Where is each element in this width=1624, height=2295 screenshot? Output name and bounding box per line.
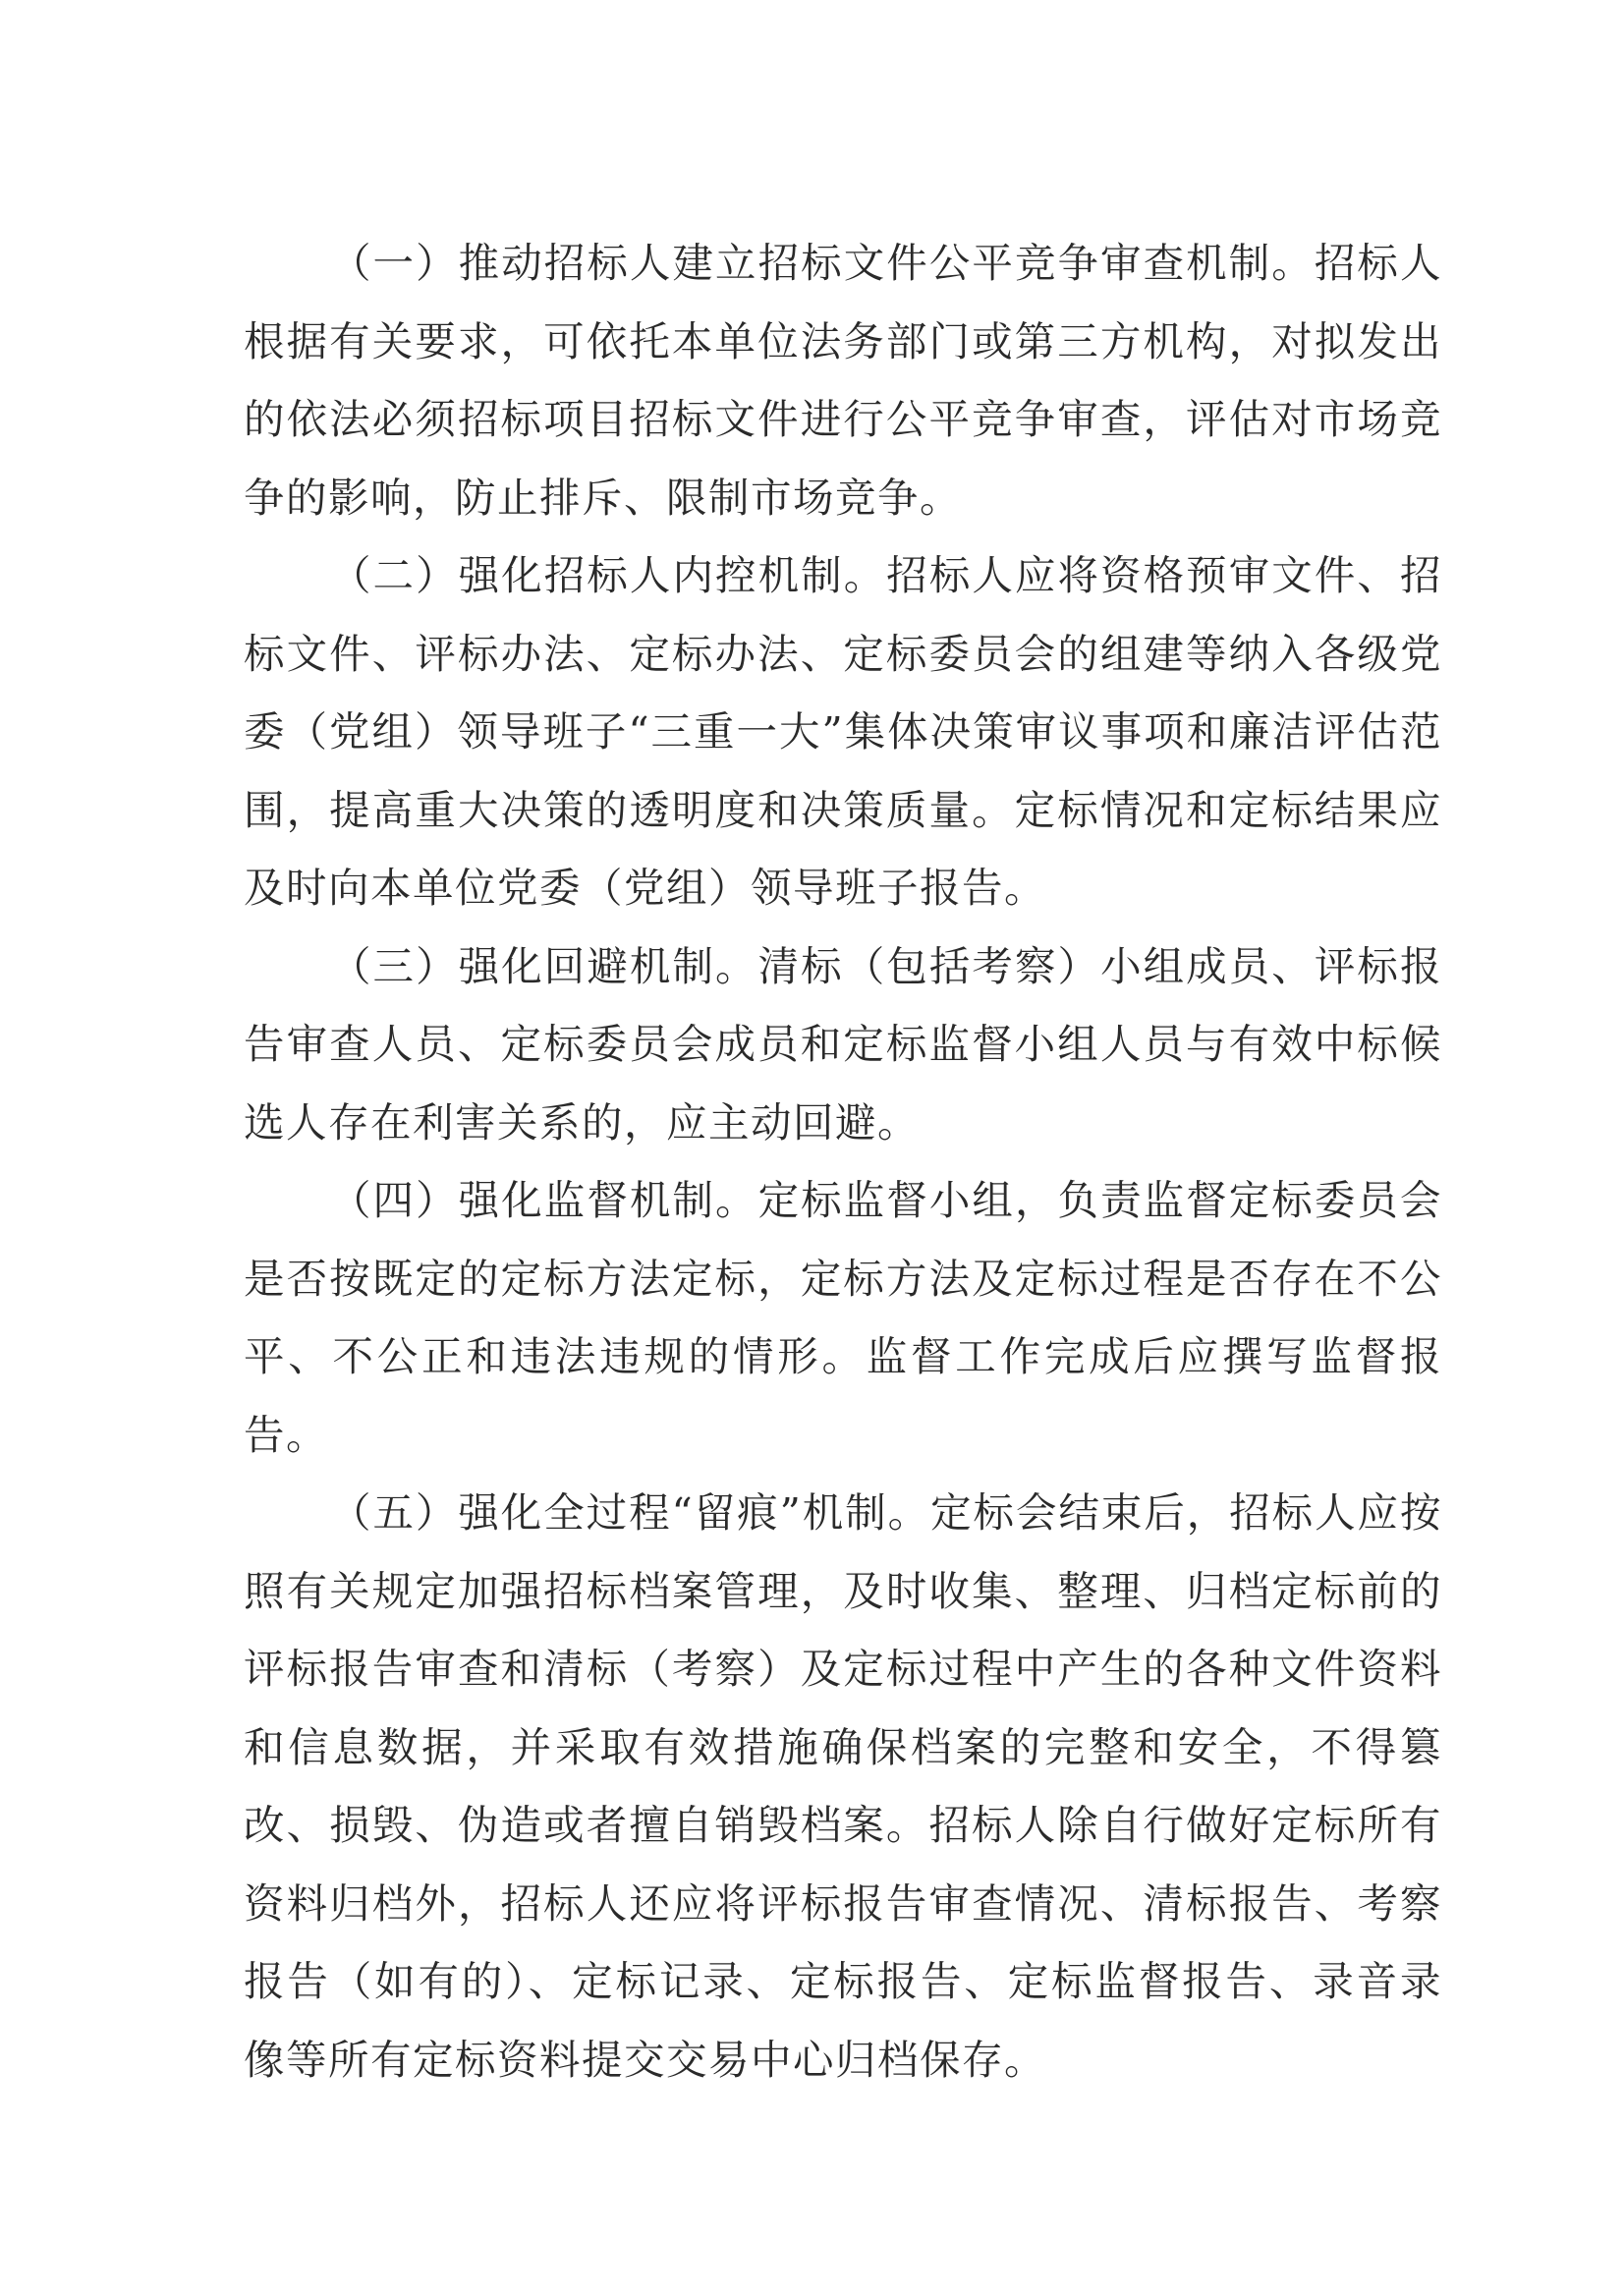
paragraph-4-body: 定标监督小组，负责监督定标委员会是否按既定的定标方法定标，定标方法及定标过程是否存在不公平、不公正和违法违规的情形。监督工作完成后应撰写监督报告。 [244,1176,1442,1459]
paragraph-1 [244,224,1442,536]
paragraph-1-body: 招标人根据有关要求，可依托本单位法务部门或第三方机构，对拟发出的依法必须招标项目招标文件进行公平竞争审查，评估对市场竞争的影响，防止排斥、限制市场竞争。 [244,239,1442,522]
paragraph-2 [244,536,1442,927]
document-body [244,224,1442,2099]
paragraph-1-heading: （一）推动招标人建立招标文件公平竞争审查机制。 [330,239,1315,287]
paragraph-4-heading: （四）强化监督机制。 [330,1176,758,1224]
paragraph-5 [244,1474,1442,2099]
paragraph-5-body: 定标会结束后，招标人应按照有关规定加强招标档案管理，及时收集、整理、归档定标前的评标报告审查和清标（考察）及定标过程中产生的各种文件资料和信息数据，并采取有效措施确保档案的完整和安全，不得篡改、损毁、伪造或者擅自销毁档案。招标人除自行做好定标所有资料归档外，招标人还应将评标报告审查情况、清标报告、考察报告（如有的）、定标记录、定标报告、定标监督报告、录音录像等所有定标资料提交交易中心归档保存。 [244,1488,1442,2084]
paragraph-2-heading: （二）强化招标人内控机制。 [330,551,887,599]
paragraph-2-body: 招标人应将资格预审文件、招标文件、评标办法、定标办法、定标委员会的组建等纳入各级党委（党组）领导班子“三重一大”集体决策审议事项和廉洁评估范围，提高重大决策的透明度和决策质量。定标情况和定标结果应及时向本单位党委（党组）领导班子报告。 [244,551,1442,912]
paragraph-4 [244,1161,1442,1474]
paragraph-3 [244,927,1442,1162]
paragraph-3-heading: （三）强化回避机制。 [330,941,758,990]
paragraph-3-body: 清标（包括考察）小组成员、评标报告审查人员、定标委员会成员和定标监督小组人员与有效中标候选人存在利害关系的，应主动回避。 [244,941,1442,1147]
paragraph-5-heading: （五）强化全过程“留痕”机制。 [330,1488,931,1537]
